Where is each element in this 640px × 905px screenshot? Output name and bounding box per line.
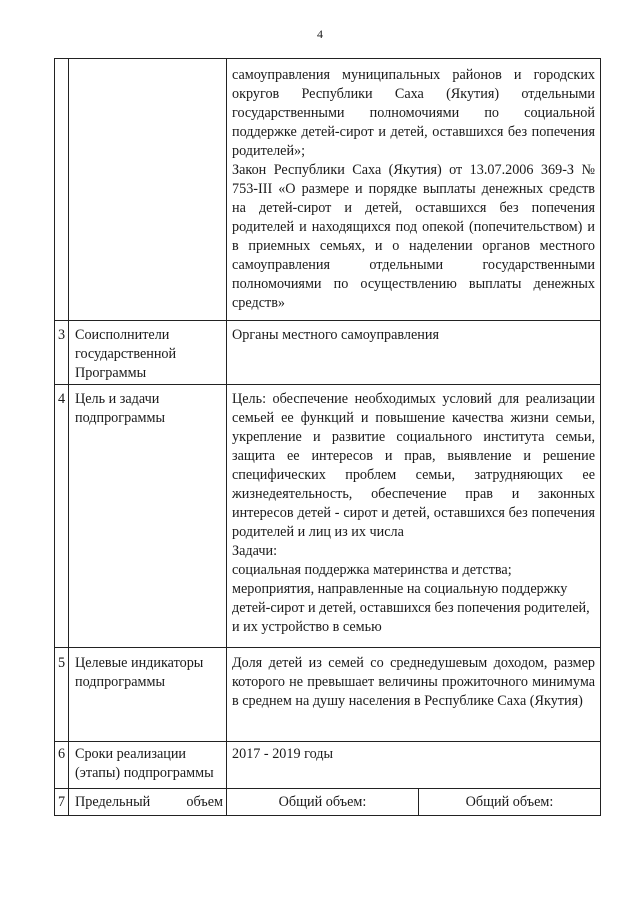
program-table bbox=[54, 58, 601, 816]
row-divider bbox=[54, 647, 601, 648]
row-divider bbox=[54, 788, 601, 789]
table-border-left bbox=[54, 58, 55, 816]
table-border-bottom bbox=[54, 815, 601, 816]
legal-basis-text-2: Закон Республики Саха (Якутия) от 13.07.2006 369-З № 753-III «О размере и порядке выплаты денежных средств на детей-сирот и детей, оставшихся без попечения родителей и находящихся под опекой (попечительством) и в приемных семьях, и о наделении органов местного самоуправления отдельными государственными полномочиями по осуществлению выплаты денежных средств» bbox=[232, 162, 595, 311]
task-item: социальная поддержка материнства и детства; bbox=[232, 562, 512, 578]
goals-label: Цель и задачи подпрограммы bbox=[75, 391, 165, 426]
goals-cell bbox=[232, 390, 595, 637]
indicators-label: Целевые индикаторы подпрограммы bbox=[75, 655, 204, 690]
funding-total-b: Общий объем: bbox=[465, 794, 554, 810]
table-border-right bbox=[600, 58, 601, 816]
goal-text: Цель: обеспечение необходимых условий для реализации семьей ее функций и повышение качества жизни семьи, укрепление и развитие социального института семьи, защита ее интересов и прав, выявление и решение специфических проблем семьи, затрудняющих ее жизнедеятельность, обеспечение прав и законных интересов детей - сирот и детей, оставшихся без попечения родителей и лиц из их числа bbox=[232, 391, 595, 540]
col-divider bbox=[226, 58, 227, 816]
page-number: 4 bbox=[317, 27, 323, 41]
co-executors-value: Органы местного самоуправления bbox=[232, 327, 440, 343]
co-executors-label: Соисполнители государственной Программы bbox=[75, 327, 177, 381]
task-item: мероприятия, направленные на социальную поддержку детей-сирот и детей, оставшихся без попечения родителей, и их устройство в семью bbox=[232, 581, 590, 635]
timeline-label: Сроки реализации (этапы) подпрограммы bbox=[75, 746, 214, 781]
row-number: 3 bbox=[57, 327, 66, 343]
funding-total-a: Общий объем: bbox=[278, 794, 367, 810]
row-number: 6 bbox=[57, 746, 66, 762]
funding-label bbox=[75, 793, 223, 812]
funding-label-word: Предельный bbox=[75, 794, 151, 810]
legal-basis-text-1: самоуправления муниципальных районов и городских округов Республики Саха (Якутия) отдельными государственными полномочиями по социальной поддержке детей-сирот и детей, оставшихся без попечения родителей»; bbox=[232, 67, 595, 159]
row-divider bbox=[54, 741, 601, 742]
legal-basis-cell bbox=[232, 66, 595, 313]
row-number: 7 bbox=[57, 794, 66, 810]
table-border-top bbox=[54, 58, 601, 59]
funding-label-word: объем bbox=[186, 794, 223, 810]
timeline-value: 2017 - 2019 годы bbox=[232, 746, 334, 762]
col-divider bbox=[68, 58, 69, 816]
tasks-heading: Задачи: bbox=[232, 543, 278, 559]
row-number: 5 bbox=[57, 655, 66, 671]
row-divider bbox=[54, 320, 601, 321]
indicators-value: Доля детей из семей со среднедушевым доходом, размер которого не превышает величины прожиточного минимума в среднем на душу населения в Республике Саха (Якутия) bbox=[232, 655, 595, 709]
row-divider bbox=[54, 384, 601, 385]
row-number: 4 bbox=[57, 391, 66, 407]
